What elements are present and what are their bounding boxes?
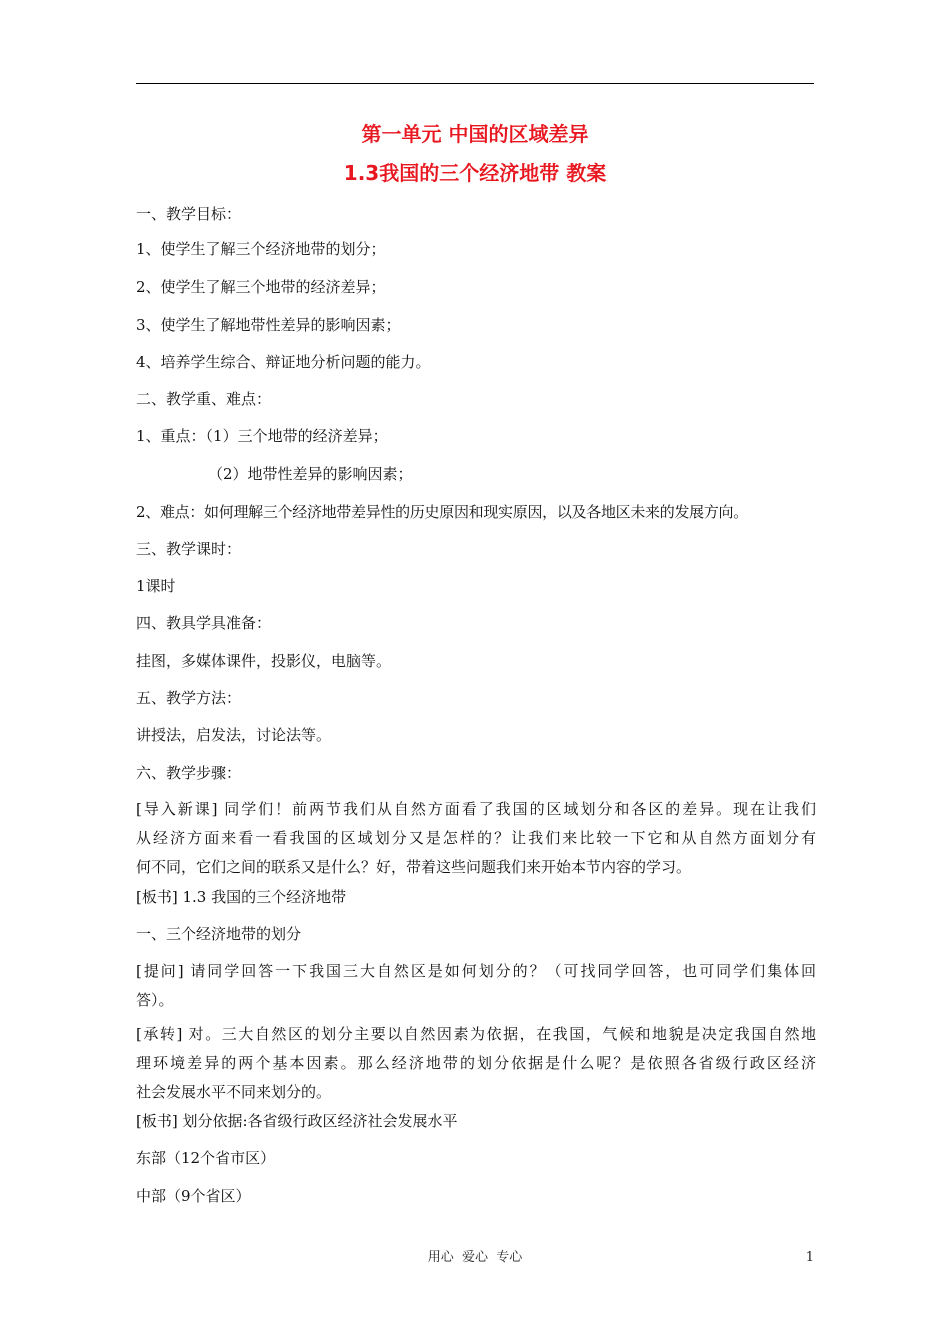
question-paragraph <box>136 957 816 1015</box>
objective-item: 2、使学生了解三个地带的经济差异； <box>136 278 386 296</box>
materials-value: 挂图，多媒体课件，投影仪，电脑等。 <box>136 652 392 670</box>
key-point-sub: （2）地带性差异的影响因素； <box>208 465 413 483</box>
header-rule <box>136 83 814 84</box>
heading-class-hours: 三、教学课时： <box>136 540 242 558</box>
key-point: 1、重点：（1）三个地带的经济差异； <box>136 427 388 445</box>
heading-key-points: 二、教学重、难点： <box>136 390 272 408</box>
heading-methods: 五、教学方法： <box>136 689 242 707</box>
heading-steps: 六、教学步骤： <box>136 764 242 782</box>
paragraph-line: 从经济方面来看一看我国的区域划分又是怎样的？让我们来比较一下它和从自然方面划分有 <box>136 829 816 847</box>
paragraph-line: 何不同，它们之间的联系又是什么？好，带着这些问题我们来开始本节内容的学习。 <box>136 858 692 876</box>
paragraph-line: 答）。 <box>136 991 174 1009</box>
section-heading: 一、三个经济地带的划分 <box>136 925 302 943</box>
paragraph-line: 理环境差异的两个基本因素。那么经济地带的划分依据是什么呢？是依照各省级行政区经济 <box>136 1054 816 1072</box>
heading-materials: 四、教具学具准备： <box>136 614 272 632</box>
class-hours-value: 1课时 <box>136 577 176 595</box>
paragraph-line: [导入新课] 同学们！前两节我们从自然方面看了我国的区域划分和各区的差异。现在让我们 <box>136 800 816 818</box>
page-number: 1 <box>805 1250 814 1265</box>
intro-paragraph <box>136 795 816 882</box>
transition-paragraph <box>136 1020 816 1107</box>
objective-item: 3、使学生了解地带性差异的影响因素； <box>136 316 401 334</box>
paragraph-line: 社会发展水平不同来划分的。 <box>136 1083 332 1101</box>
board-note: [板书] 划分依据:各省级行政区经济社会发展水平 <box>136 1112 458 1130</box>
heading-objectives: 一、教学目标： <box>136 205 242 223</box>
region-east: 东部（12个省市区） <box>136 1149 276 1167</box>
paragraph-line: [承转] 对。三大自然区的划分主要以自然因素为依据，在我国，气候和地貌是决定我国自然地 <box>136 1025 816 1043</box>
difficult-point: 2、难点：如何理解三个经济地带差异性的历史原因和现实原因，以及各地区未来的发展方向。 <box>136 503 748 521</box>
lesson-title: 1.3我国的三个经济地带 教案 <box>343 161 607 185</box>
unit-title: 第一单元 中国的区域差异 <box>361 122 589 146</box>
paragraph-line: [提问] 请同学回答一下我国三大自然区是如何划分的？（可找同学回答，也可同学们集体回 <box>136 962 816 980</box>
footer-motto: 用心 爱心 专心 <box>427 1250 523 1265</box>
objective-item: 4、培养学生综合、辩证地分析问题的能力。 <box>136 353 431 371</box>
objective-item: 1、使学生了解三个经济地带的划分； <box>136 240 386 258</box>
methods-value: 讲授法，启发法，讨论法等。 <box>136 726 332 744</box>
region-central: 中部（9个省区） <box>136 1187 251 1205</box>
board-note: [板书] 1.3 我国的三个经济地带 <box>136 888 347 906</box>
